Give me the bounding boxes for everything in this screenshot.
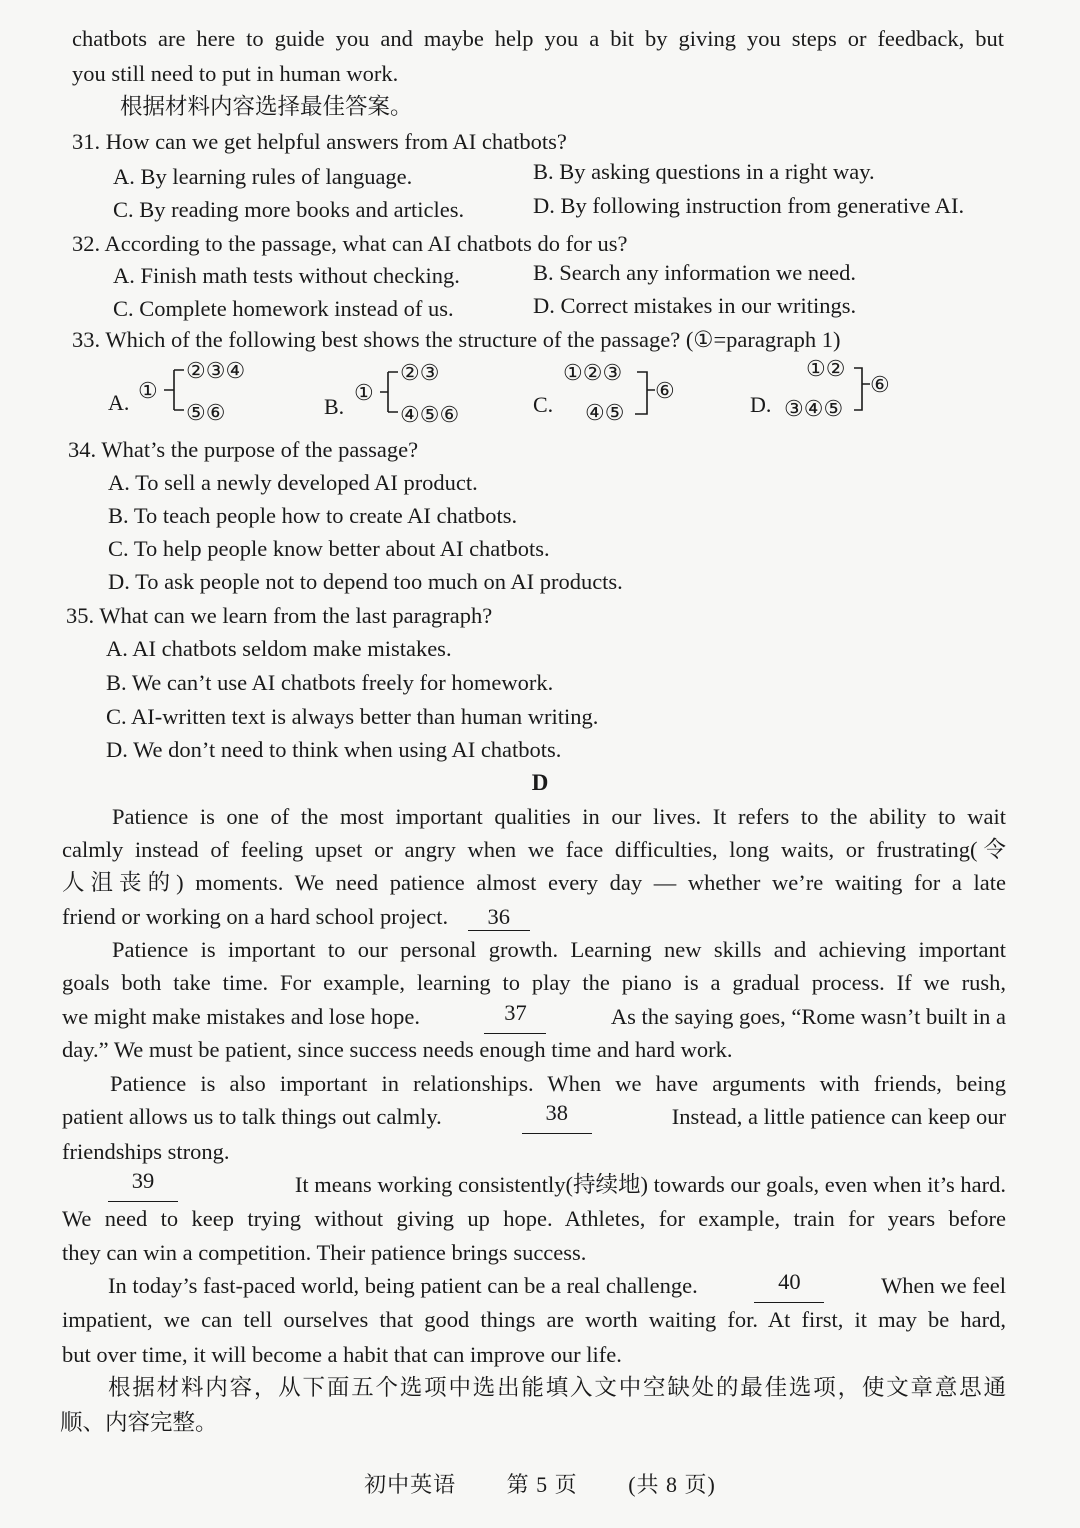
passage-p5-line-3: but over time, it will become a habit that can improve our life. xyxy=(62,1342,622,1367)
passage-p2-line-1: Patience is important to our personal growth. Learning new skills and achieving important xyxy=(112,937,1006,962)
structure-diagram-b xyxy=(324,360,494,430)
passage-p2-line-4: day.” We must be patient, since success needs enough time and hard work. xyxy=(62,1037,733,1062)
diagram-b-bottom: ④⑤⑥ xyxy=(400,402,460,427)
passage-p1-line-2: calmly instead of feeling upset or angry when we face difficulties, long waits, or frustrating(令 xyxy=(62,837,1006,862)
intro-line-2: you still need to put in human work. xyxy=(72,61,399,86)
question-31-option-c: C. By reading more books and articles. xyxy=(113,197,465,222)
passage-p5-line-1a: In today’s fast-paced world, being patient can be a real challenge. xyxy=(108,1273,698,1298)
passage-p2-line-3b: As the saying goes, “Rome wasn’t built in a xyxy=(610,1004,1006,1029)
question-34-option-d: D. To ask people not to depend too much on AI products. xyxy=(108,569,623,594)
footer-total-pages: (共 8 页) xyxy=(628,1472,716,1497)
footer-page-number: 第 5 页 xyxy=(506,1472,578,1497)
section-d-instruction-line-2: 顺、内容完整。 xyxy=(60,1410,218,1435)
passage-p2-line-3a: we might make mistakes and lose hope. xyxy=(62,1004,421,1029)
question-32-option-c: C. Complete homework instead of us. xyxy=(113,296,454,321)
passage-p2-line-2: goals both take time. For example, learning to play the piano is a gradual process. If we rush, xyxy=(62,970,1006,995)
blank-37[interactable]: 37 xyxy=(484,1000,546,1034)
question-34-option-b: B. To teach people how to create AI chatbots. xyxy=(108,503,518,528)
blank-40[interactable]: 40 xyxy=(754,1269,824,1303)
passage-p4-line-1-text: It means working consistently(持续地) towards our goals, even when it’s hard. xyxy=(294,1172,1006,1197)
diagram-c-letter: C. xyxy=(533,392,554,417)
diagram-c-bottom: ④⑤ xyxy=(585,400,625,425)
passage-p3-line-1: Patience is also important in relationships. When we have arguments with friends, being xyxy=(110,1071,1006,1096)
passage-p1-line-4-text: friend or working on a hard school project. xyxy=(62,904,449,929)
diagram-a-left: ① xyxy=(138,378,158,403)
diagram-a-letter: A. xyxy=(108,390,130,415)
passage-p3-line-2a: patient allows us to talk things out calmly. xyxy=(62,1104,442,1129)
question-31-option-a: A. By learning rules of language. xyxy=(113,164,413,189)
structure-diagram-a xyxy=(108,356,278,426)
intro-line-1: chatbots are here to guide you and maybe help you a bit by giving you steps or feedback, but xyxy=(72,26,1004,51)
passage-p1-line-3: 人沮丧的) moments. We need patience almost every day — whether we’re waiting for a late xyxy=(62,870,1006,895)
question-32-stem: 32. According to the passage, what can AI chatbots do for us? xyxy=(72,231,628,256)
blank-38[interactable]: 38 xyxy=(522,1100,592,1134)
passage-p1-line-1: Patience is one of the most important qualities in our lives. It refers to the ability to wait xyxy=(112,804,1006,829)
diagram-d-letter: D. xyxy=(750,392,772,417)
passage-p5-line-1b: When we feel xyxy=(881,1273,1006,1298)
passage-p4-line-2: We need to keep trying without giving up hope. Athletes, for example, train for years before xyxy=(62,1206,1006,1231)
question-31-option-b: B. By asking questions in a right way. xyxy=(533,159,875,184)
footer-subject: 初中英语 xyxy=(364,1472,457,1497)
question-32-option-d: D. Correct mistakes in our writings. xyxy=(533,293,857,318)
question-35-option-a: A. AI chatbots seldom make mistakes. xyxy=(106,636,452,661)
diagram-a-top: ②③④ xyxy=(186,358,246,383)
passage-p5-line-1 xyxy=(108,1269,1006,1303)
structure-diagram-d xyxy=(750,354,920,424)
diagram-d-bottom: ③④⑤ xyxy=(784,396,844,421)
blank-39[interactable]: 39 xyxy=(108,1168,178,1202)
question-31-stem: 31. How can we get helpful answers from AI chatbots? xyxy=(72,129,567,154)
blank-36[interactable]: 36 xyxy=(468,904,530,931)
diagram-d-bracket xyxy=(750,354,920,424)
diagram-d-top: ①② xyxy=(806,356,846,381)
passage-p4-line-1 xyxy=(108,1168,1006,1202)
passage-p2-line-3 xyxy=(62,1000,1006,1034)
question-35-option-d: D. We don’t need to think when using AI chatbots. xyxy=(106,737,562,762)
diagram-b-letter: B. xyxy=(324,394,345,419)
diagram-b-top: ②③ xyxy=(400,360,440,385)
diagram-c-right: ⑥ xyxy=(655,378,675,403)
passage-p1-line-4 xyxy=(62,900,534,934)
question-35-stem: 35. What can we learn from the last paragraph? xyxy=(66,603,493,628)
diagram-c-top: ①②③ xyxy=(563,360,623,385)
question-32-option-a: A. Finish math tests without checking. xyxy=(113,263,460,288)
diagram-d-right: ⑥ xyxy=(870,372,890,397)
question-34-stem: 34. What’s the purpose of the passage? xyxy=(68,437,419,462)
diagram-c-bracket xyxy=(533,358,703,428)
question-31-option-d: D. By following instruction from generative AI. xyxy=(533,193,965,218)
passage-p3-line-3: friendships strong. xyxy=(62,1139,230,1164)
instruction-text: 根据材料内容选择最佳答案。 xyxy=(120,94,413,119)
diagram-a-bottom: ⑤⑥ xyxy=(186,400,226,425)
question-35-option-c: C. AI-written text is always better than human writing. xyxy=(106,704,599,729)
passage-p5-line-2: impatient, we can tell ourselves that good things are worth waiting for. At first, it may be hard, xyxy=(62,1307,1006,1332)
question-34-option-c: C. To help people know better about AI chatbots. xyxy=(108,536,550,561)
passage-p4-line-3: they can win a competition. Their patience brings success. xyxy=(62,1240,587,1265)
question-32-option-b: B. Search any information we need. xyxy=(533,260,857,285)
section-d-title: D xyxy=(531,770,549,795)
diagram-b-left: ① xyxy=(354,380,374,405)
question-34-option-a: A. To sell a newly developed AI product. xyxy=(108,470,478,495)
page-footer xyxy=(0,1468,1080,1502)
question-35-option-b: B. We can’t use AI chatbots freely for homework. xyxy=(106,670,554,695)
passage-p3-line-2 xyxy=(62,1100,1006,1134)
question-33-stem: 33. Which of the following best shows the structure of the passage? (①=paragraph 1) xyxy=(72,327,841,352)
section-d-instruction-line-1: 根据材料内容，从下面五个选项中选出能填入文中空缺处的最佳选项，使文章意思通 xyxy=(108,1375,1006,1400)
passage-p3-line-2b: Instead, a little patience can keep our xyxy=(671,1104,1006,1129)
structure-diagram-c xyxy=(533,358,703,428)
